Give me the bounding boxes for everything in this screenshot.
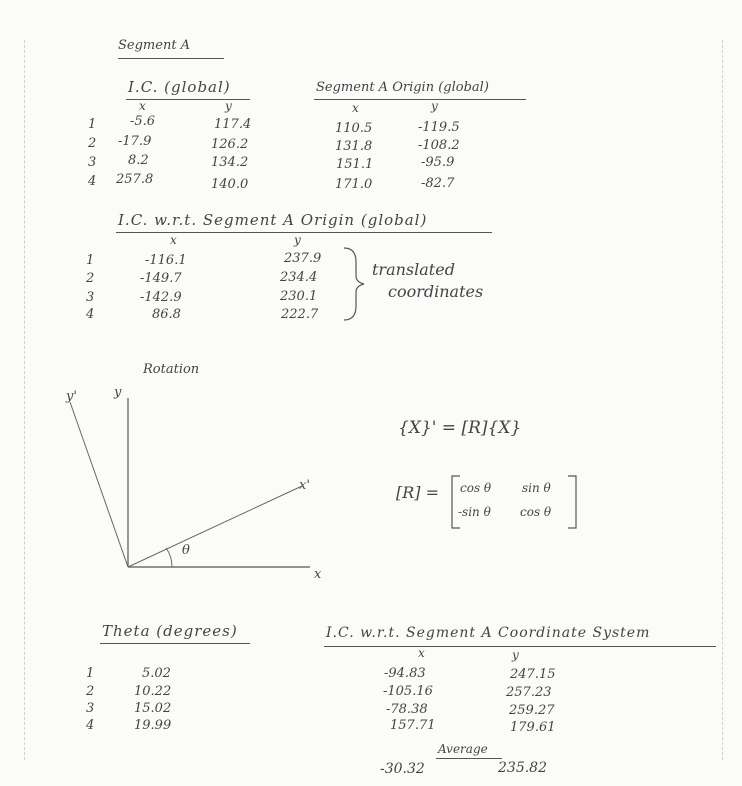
y-prime-axis-line: [70, 402, 128, 567]
origin-global-y-label: y: [431, 99, 438, 113]
origin-global-y-value: -108.2: [418, 138, 460, 153]
ic-global-x-label: x: [139, 99, 146, 113]
row-number: 1: [86, 666, 95, 681]
wrt-origin-y-value: 230.1: [280, 289, 318, 304]
wrt-system-x-value: 157.71: [390, 718, 436, 733]
matrix-entry-21: -sin θ: [458, 505, 491, 519]
wrt-origin-x-value: 86.8: [152, 307, 181, 322]
row-number: 3: [86, 290, 95, 305]
theta-heading: Theta (degrees): [102, 622, 238, 640]
ic-global-heading: I.C. (global): [128, 78, 231, 96]
axis-y-label: y: [114, 385, 122, 400]
page-title: Segment A: [118, 38, 191, 53]
average-label: Average: [438, 742, 488, 756]
ic-global-y-value: 126.2: [211, 137, 249, 152]
wrt-origin-y-value: 234.4: [280, 270, 318, 285]
wrt-system-y-value: 247.15: [510, 667, 556, 682]
theta-value: 15.02: [134, 701, 172, 716]
wrt-origin-y-value: 222.7: [281, 307, 319, 322]
ic-global-y-value: 134.2: [211, 155, 249, 170]
translated-note-line2: coordinates: [388, 282, 484, 301]
wrt-origin-y-value: 237.9: [284, 251, 322, 266]
row-number: 2: [88, 136, 97, 151]
wrt-system-x-label: x: [418, 646, 425, 660]
row-number: 2: [86, 271, 95, 286]
wrt-origin-heading: I.C. w.r.t. Segment A Origin (global): [118, 211, 428, 229]
theta-value: 19.99: [134, 718, 172, 733]
rotation-label: Rotation: [143, 362, 200, 377]
wrt-system-y-value: 259.27: [509, 703, 555, 718]
wrt-origin-x-value: -142.9: [140, 290, 182, 305]
row-number: 4: [86, 307, 95, 322]
ic-global-y-value: 140.0: [211, 177, 249, 192]
axis-x-prime-label: x': [299, 478, 310, 493]
row-number: 2: [86, 684, 95, 699]
origin-global-x-label: x: [352, 101, 359, 115]
ic-global-x-value: 257.8: [116, 172, 154, 187]
transform-equation: {X}' = [R]{X}: [398, 418, 522, 438]
wrt-origin-x-value: -116.1: [145, 253, 187, 268]
ic-global-x-value: -17.9: [118, 134, 152, 149]
origin-global-x-value: 110.5: [335, 121, 373, 136]
row-number: 3: [88, 155, 97, 170]
origin-global-x-value: 171.0: [335, 177, 373, 192]
average-x-value: -30.32: [380, 761, 425, 777]
theta-symbol: θ: [182, 543, 190, 558]
ic-global-y-value: 117.4: [214, 117, 252, 132]
matrix-entry-12: sin θ: [522, 481, 551, 495]
matrix-right-bracket: [568, 476, 576, 528]
wrt-system-x-value: -105.16: [383, 684, 433, 699]
wrt-system-y-label: y: [512, 648, 519, 662]
wrt-origin-x-label: x: [170, 233, 177, 247]
translated-brace: [344, 248, 364, 320]
origin-global-y-value: -82.7: [421, 176, 455, 191]
origin-global-x-value: 151.1: [336, 157, 374, 172]
origin-global-y-value: -95.9: [421, 155, 455, 170]
wrt-system-heading: I.C. w.r.t. Segment A Coordinate System: [326, 625, 651, 641]
origin-global-x-value: 131.8: [335, 139, 373, 154]
r-matrix-label: [R] =: [396, 483, 440, 502]
ic-global-x-value: -5.6: [130, 114, 156, 129]
matrix-left-bracket: [452, 476, 460, 528]
wrt-system-y-value: 257.23: [506, 685, 552, 700]
origin-global-heading: Segment A Origin (global): [316, 80, 489, 95]
ic-global-y-label: y: [225, 99, 232, 113]
row-number: 4: [88, 174, 97, 189]
matrix-entry-11: cos θ: [460, 481, 492, 495]
row-number: 1: [88, 117, 97, 132]
average-y-value: 235.82: [498, 760, 547, 776]
axis-y-prime-label: y': [66, 389, 77, 404]
wrt-system-x-value: -94.83: [384, 666, 426, 681]
x-prime-axis-line: [128, 486, 302, 567]
wrt-system-x-value: -78.38: [386, 702, 428, 717]
axis-x-label: x: [314, 567, 322, 582]
wrt-origin-x-value: -149.7: [140, 271, 182, 286]
theta-value: 10.22: [134, 684, 172, 699]
translated-note-line1: translated: [372, 260, 455, 279]
wrt-system-y-value: 179.61: [510, 720, 556, 735]
theta-value: 5.02: [142, 666, 171, 681]
row-number: 3: [86, 701, 95, 716]
angle-arc: [166, 548, 172, 567]
row-number: 1: [86, 253, 95, 268]
origin-global-y-value: -119.5: [418, 120, 460, 135]
row-number: 4: [86, 718, 95, 733]
wrt-origin-y-label: y: [294, 233, 301, 247]
ic-global-x-value: 8.2: [128, 153, 149, 168]
matrix-entry-22: cos θ: [520, 505, 552, 519]
